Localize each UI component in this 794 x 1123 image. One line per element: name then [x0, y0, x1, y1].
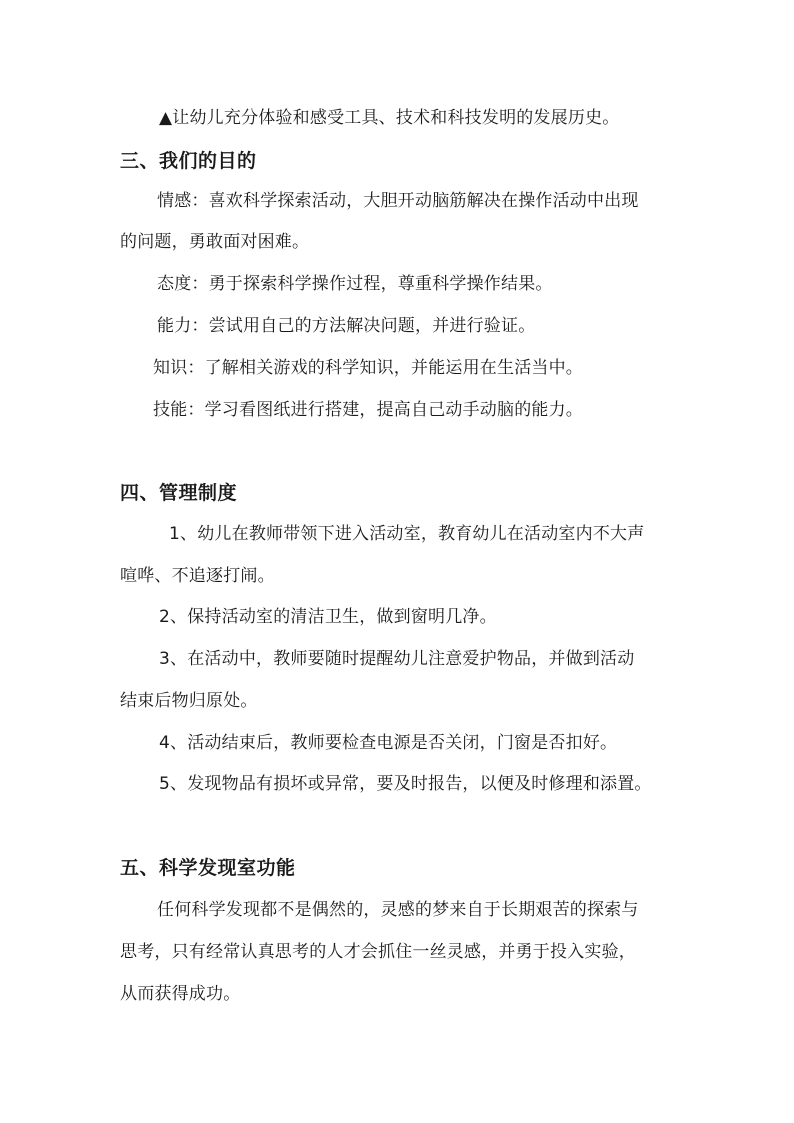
function-para-line-2: 思考，只有经常认真思考的人才会抓住一丝灵感，并勇于投入实验，: [120, 942, 636, 962]
section3-heading: 三、我们的目的: [120, 150, 257, 172]
function-para-line-3: 从而获得成功。: [120, 984, 241, 1004]
rule1-line-1: 1、幼儿在教师带领下进入活动室，教育幼儿在活动室内不大声: [169, 524, 645, 544]
section4-heading: 四、管理制度: [120, 482, 238, 504]
rule2-line: 2、保持活动室的清洁卫生，做到窗明几净。: [159, 607, 497, 627]
emotion-line-2: 的问题，勇敢面对困难。: [120, 232, 310, 252]
rule3-line-1: 3、在活动中，教师要随时提醒幼儿注意爱护物品，并做到活动: [159, 649, 635, 669]
rule3-line-2: 结束后物归原处。: [120, 691, 258, 711]
knowledge-line: 知识：了解相关游戏的科学知识，并能运用在生活当中。: [153, 358, 583, 378]
function-para-line-1: 任何科学发现都不是偶然的，灵感的梦来自于长期艰苦的探索与: [157, 900, 639, 920]
ability-line: 能力：尝试用自己的方法解决问题，并进行验证。: [157, 316, 536, 336]
rule4-line: 4、活动结束后，教师要检查电源是否关闭，门窗是否扣好。: [159, 733, 618, 753]
rule1-line-2: 喧哗、不追逐打闹。: [120, 566, 275, 586]
skill-line: 技能：学习看图纸进行搭建，提高自己动手动脑的能力。: [153, 400, 583, 420]
section5-heading: 五、科学发现室功能: [120, 857, 296, 879]
intro-line: ▲让幼儿充分体验和感受工具、技术和科技发明的发展历史。: [159, 108, 620, 128]
emotion-line-1: 情感：喜欢科学探索活动，大胆开动脑筋解决在操作活动中出现: [157, 191, 639, 211]
rule5-line: 5、发现物品有损坏或异常，要及时报告，以便及时修理和添置。: [159, 774, 652, 794]
attitude-line: 态度：勇于探索科学操作过程，尊重科学操作结果。: [157, 274, 553, 294]
